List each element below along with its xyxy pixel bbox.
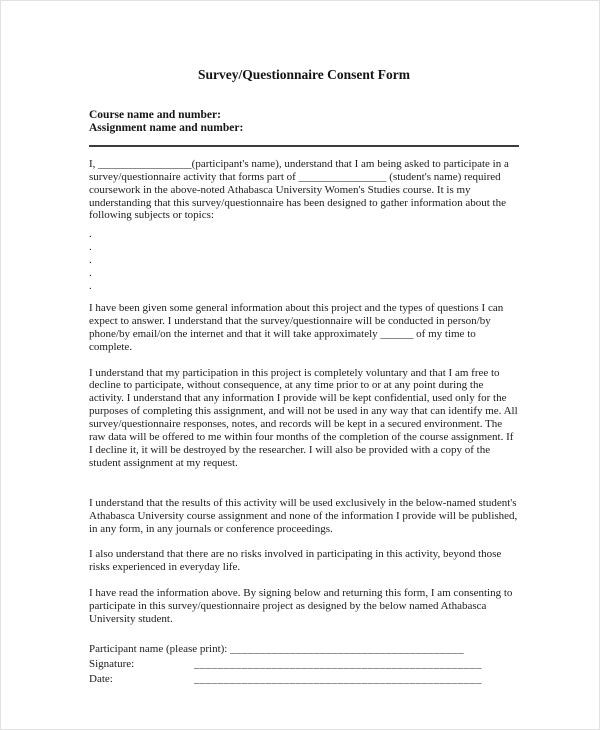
- date-line: ________________________________________________: [194, 673, 482, 685]
- course-info-block: [89, 109, 519, 136]
- section-divider: [89, 145, 519, 147]
- topic-bullet: .: [89, 241, 92, 254]
- assignment-name-label: Assignment name and number:: [89, 122, 244, 135]
- paragraph-voluntary: I understand that my participation in this project is completely voluntary and that I am free to decline to participate, without consequence, at any time prior to or at any point during the activity. I understand that any information I provide will be kept confidential, used only for the purposes of completing this assignment, and will not be used in any way that can identify me. All survey/questionnaire responses, notes, and records will be kept in a secured environment. The raw data will be offered to me within four months of the completion of the course assignment. If I decline it, it will be destroyed by the researcher. I will also be provided with a copy of the student assignment at my request.: [89, 366, 518, 469]
- signature-label: Signature:: [89, 658, 135, 670]
- topic-bullet-list: [89, 228, 519, 293]
- date-label: Date:: [89, 673, 113, 685]
- paragraph-results: I understand that the results of this activity will be used exclusively in the below-named student's Athabasca University course assignment and none of the information I provide will be published, in any form, in any journals or conference proceedings.: [89, 496, 518, 535]
- participant-name-label: Participant name (please print):: [89, 643, 231, 655]
- topic-bullet: .: [89, 267, 92, 280]
- paragraph-consent: I have read the information above. By signing below and returning this form, I am consenting to participate in this survey/questionnaire project as designed by the below named Athabasca University student.: [89, 587, 513, 626]
- participant-name-row: [89, 642, 519, 657]
- paragraph-risks: I also understand that there are no risks involved in participating in this activity, beyond those risks experienced in everyday life.: [89, 548, 502, 574]
- paragraph-general-info: I have been given some general information about this project and the types of questions I can expect to answer. I understand that the survey/questionnaire will be conducted in person/by phone/by email/on the internet and that it will take approximately ______ of my time to complete.: [89, 301, 504, 353]
- signature-line: ________________________________________________: [194, 658, 482, 670]
- paragraph-intro: I, _________________(participant's name), understand that I am being asked to participate in a survey/questionnaire activity that forms part of ________________ (student's name) required coursework in the above-noted Athabasca University Women's Studies course. It is my understanding that this survey/questionnaire has been designed to gather information about the following subjects or topics:: [89, 157, 509, 222]
- topic-bullet: .: [89, 254, 92, 267]
- page-title: Survey/Questionnaire Consent Form: [198, 67, 410, 82]
- topic-bullet: .: [89, 228, 92, 241]
- document-content: [1, 1, 599, 687]
- topic-bullet: .: [89, 279, 92, 292]
- date-row: [89, 672, 519, 687]
- signature-block: [89, 642, 519, 687]
- signature-row: [89, 657, 519, 672]
- participant-name-line: _______________________________________: [230, 643, 465, 655]
- course-name-label: Course name and number:: [89, 109, 221, 121]
